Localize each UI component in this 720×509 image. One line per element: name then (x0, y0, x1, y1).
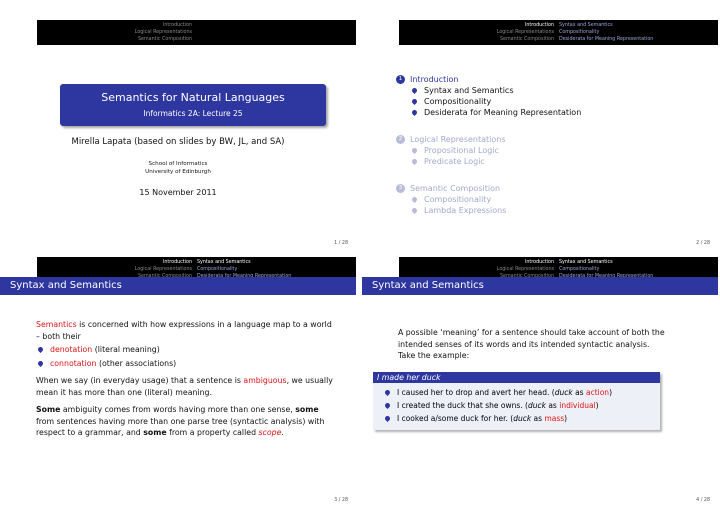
text: ) (609, 388, 612, 397)
text: I cooked a/some duck for her. ( (397, 414, 514, 423)
slide-title (0, 0, 356, 252)
text: duck (513, 414, 532, 423)
nav-header (399, 20, 718, 45)
date: 15 November 2011 (139, 188, 217, 197)
nav-section[interactable]: Semantic Composition (500, 37, 554, 42)
text: some (295, 405, 319, 414)
bullet-icon (411, 196, 418, 203)
presentation-subtitle: Informatics 2A: Lecture 25 (143, 109, 243, 118)
list-item (373, 386, 660, 399)
subsection-label: Desiderata for Meaning Representation (424, 108, 582, 117)
section-label: Semantic Composition (410, 184, 501, 193)
bullet-icon (411, 158, 418, 165)
toc-subsection[interactable] (396, 194, 581, 205)
bullet-icon (411, 147, 418, 154)
slide-syntax-semantics-2 (362, 257, 718, 509)
nav-section[interactable]: Logical Representations (496, 30, 554, 35)
frame-title-bar (362, 277, 718, 295)
subsection-label: Compositionality (424, 195, 492, 204)
text: ) (595, 401, 599, 410)
section-number: 1 (396, 75, 405, 84)
nav-subsection[interactable]: Compositionality (197, 267, 238, 272)
text: from a property called (166, 428, 259, 437)
toc-section[interactable] (396, 134, 581, 145)
list-item (36, 344, 336, 356)
toc-section[interactable] (396, 74, 581, 85)
text: . (281, 428, 284, 437)
bullet-icon (37, 346, 44, 353)
text: When we say (in everyday usage) that a sentence is (36, 376, 244, 385)
subsection-label: Predicate Logic (424, 157, 485, 166)
toc-subsection[interactable] (396, 96, 581, 107)
page-number: 2 / 28 (696, 241, 710, 246)
term: denotation (50, 345, 93, 354)
nav-section[interactable]: Semantic Composition (138, 37, 192, 42)
paragraph: A possible ‘meaning’ for a sentence should take account of both the intended senses of its words and its intended syntactic analysis. (398, 328, 665, 349)
text: some (143, 428, 167, 437)
institute-line: School of Informatics (148, 161, 208, 167)
term: connotation (50, 358, 97, 368)
toc-subsection[interactable] (396, 205, 581, 216)
section-number: 2 (396, 135, 405, 144)
bullet-icon (411, 87, 418, 94)
bullet-icon (411, 109, 418, 116)
page-number: 1 / 28 (334, 241, 348, 246)
toc-subsection[interactable] (396, 145, 581, 156)
frame-title-bar (0, 277, 356, 295)
title-box (60, 84, 326, 126)
paragraph: Take the example: (398, 351, 470, 360)
slide-body (36, 319, 336, 439)
nav-section[interactable]: Logical Representations (134, 30, 192, 35)
section-label: Introduction (410, 75, 459, 84)
frame-title: Syntax and Semantics (372, 280, 484, 291)
nav-subsection[interactable]: Compositionality (559, 30, 600, 35)
institute-line: University of Edinburgh (145, 169, 211, 175)
subsection-label: Syntax and Semantics (424, 86, 514, 95)
nav-section[interactable]: Introduction (162, 23, 192, 28)
bullet-icon (384, 415, 391, 422)
nav-subsection[interactable]: Desiderata for Meaning Representation (559, 37, 654, 42)
text: I created the duck that she owns. ( (397, 401, 528, 410)
list-item (36, 358, 336, 370)
nav-section-current[interactable]: Introduction (162, 260, 192, 265)
term: action (585, 388, 610, 397)
toc-section[interactable] (396, 183, 581, 194)
author: Mirella Lapata (based on slides by BW, JL, and SA) (71, 137, 285, 147)
text: as (572, 388, 586, 397)
example-block (373, 372, 660, 430)
nav-header (37, 20, 356, 45)
nav-section-current[interactable]: Introduction (524, 23, 554, 28)
example-list (373, 386, 660, 425)
slide-body (398, 327, 698, 362)
term-semantics: Semantics (36, 320, 77, 329)
text: is concerned with how expressions in a language map to a world – both their (36, 320, 332, 341)
text: Some (36, 405, 61, 414)
term: ambiguous (243, 376, 287, 385)
list-item (373, 412, 660, 425)
nav-section[interactable]: Logical Representations (134, 267, 192, 272)
example-title: I made her duck (373, 372, 660, 383)
bullet-icon (37, 359, 44, 366)
section-number: 3 (396, 184, 405, 193)
table-of-contents (396, 74, 581, 216)
text: duck (554, 388, 573, 397)
page-number: 4 / 28 (696, 498, 710, 503)
text: duck (527, 401, 546, 410)
bullet-icon (411, 207, 418, 214)
text: , we usually mean it has more than one (literal) meaning. (36, 376, 333, 397)
slide-outline (362, 0, 718, 252)
text: I caused her to drop and avert her head. ( (397, 388, 555, 397)
text: as (545, 401, 560, 410)
subsection-label: Lambda Expressions (424, 206, 507, 215)
nav-section[interactable]: Logical Representations (496, 267, 554, 272)
text: (other associations) (96, 358, 177, 368)
nav-subsection[interactable]: Syntax and Semantics (559, 23, 613, 28)
toc-subsection[interactable] (396, 107, 581, 118)
nav-subsection-current[interactable]: Syntax and Semantics (197, 260, 251, 265)
bullet-icon (411, 98, 418, 105)
presentation-title: Semantics for Natural Languages (101, 91, 285, 104)
term: mass (544, 414, 565, 423)
nav-sections (497, 22, 554, 43)
text: ) (564, 414, 568, 423)
text: as (531, 414, 545, 423)
slide-syntax-semantics-1 (0, 257, 356, 509)
nav-subsection-current[interactable]: Syntax and Semantics (559, 260, 613, 265)
section-label: Logical Representations (410, 135, 506, 144)
bullet-icon (384, 402, 391, 409)
text: (literal meaning) (92, 345, 160, 354)
subsection-label: Compositionality (424, 97, 492, 106)
institute (0, 160, 356, 176)
text: ambiguity comes from words having more than one sense, (60, 405, 296, 414)
page-number: 3 / 28 (334, 498, 348, 503)
nav-subsections (559, 22, 653, 43)
nav-sections (135, 22, 192, 43)
frame-title: Syntax and Semantics (10, 280, 122, 291)
nav-section-current[interactable]: Introduction (524, 260, 554, 265)
toc-subsection[interactable] (396, 85, 581, 96)
bullet-list (36, 344, 336, 369)
text: from sentences having more than one parse tree (syntactic analysis) with respect to a grammar, and (36, 416, 325, 437)
term: scope (258, 428, 282, 437)
nav-subsection[interactable]: Compositionality (559, 267, 600, 272)
list-item (373, 399, 660, 412)
subsection-label: Propositional Logic (424, 146, 499, 155)
toc-subsection[interactable] (396, 156, 581, 167)
bullet-icon (384, 389, 391, 396)
term: individual (559, 401, 596, 410)
